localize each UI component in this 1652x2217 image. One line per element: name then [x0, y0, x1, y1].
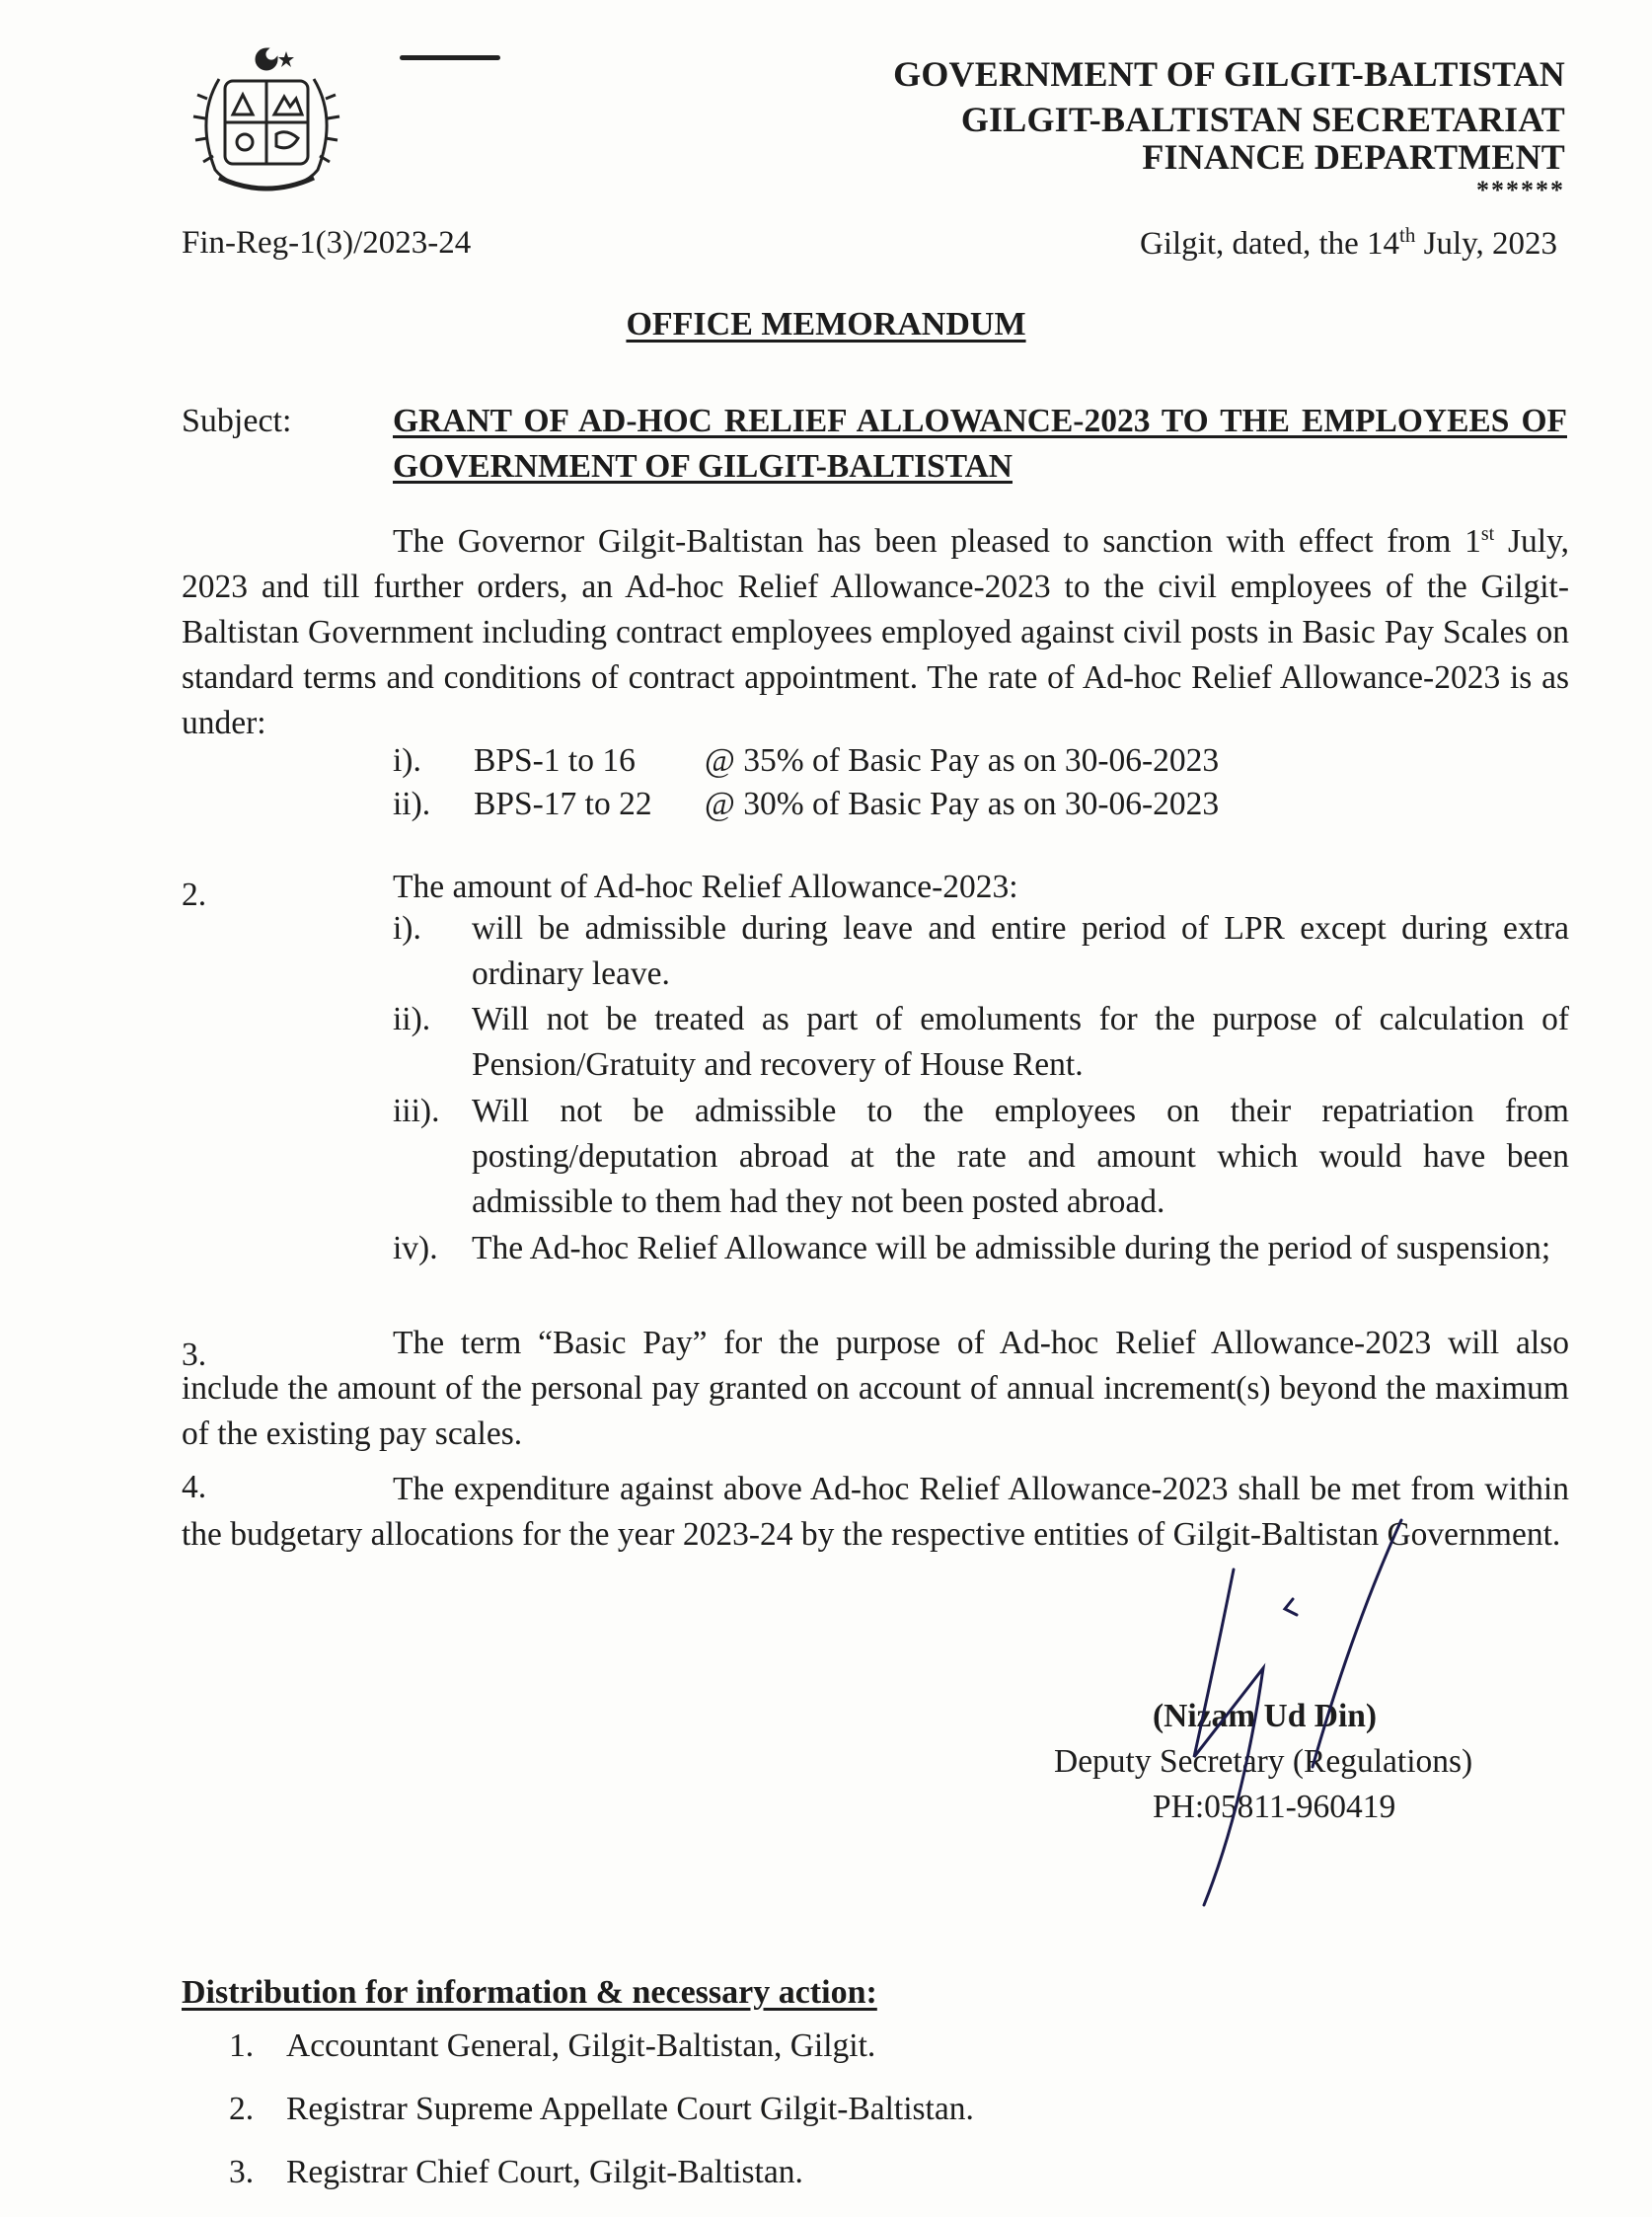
signatory-designation: Deputy Secretary (Regulations)	[1054, 1743, 1473, 1780]
distribution-item: 2. Registrar Supreme Appellate Court Gilgit-Baltistan.	[229, 2091, 974, 2127]
header-department: FINANCE DEPARTMENT	[1142, 137, 1565, 177]
date-line: Gilgit, dated, the 14th July, 2023	[1139, 223, 1557, 262]
paragraph-1: The Governor Gilgit-Baltistan has been pleased to sanction with effect from 1st July, 2023 and till further orders, an Ad-hoc Relief Allowance-2023 to the civil employees of the Gilgit-Baltistan Government including contract employees employed against civil posts in Basic Pay Scales on standard terms and conditions of contract appointment. The rate of Ad-hoc Relief Allowance-2023 is as under:	[182, 523, 1569, 742]
header-government: GOVERNMENT OF GILGIT-BALTISTAN	[893, 54, 1565, 94]
signatory-name: (Nizam Ud Din)	[1153, 1698, 1378, 1734]
distribution-list	[229, 2027, 974, 2217]
government-emblem-icon	[180, 39, 353, 197]
subject-label: Subject:	[182, 403, 292, 439]
subject-text: GRANT OF AD-HOC RELIEF ALLOWANCE-2023 TO THE EMPLOYEES OF GOVERNMENT OF GILGIT-BALTISTAN	[393, 403, 1567, 485]
condition-item: iii). Will not be admissible to the employees on their repatriation from posting/deputation abroad at the rate and amount which would have been admissible to them had they not been posted abroad.	[393, 1093, 1569, 1220]
condition-item: ii). Will not be treated as part of emoluments for the purpose of calculation of Pension/Gratuity and recovery of House Rent.	[393, 1001, 1569, 1083]
condition-item: iv). The Ad-hoc Relief Allowance will be admissible during the period of suspension;	[393, 1230, 1551, 1266]
paragraph-2-intro: The amount of Ad-hoc Relief Allowance-2023:	[393, 869, 1018, 905]
memo-title: OFFICE MEMORANDUM	[626, 306, 1026, 343]
distribution-item: 1. Accountant General, Gilgit-Baltistan, Gilgit.	[229, 2027, 876, 2064]
header-secretariat: GILGIT-BALTISTAN SECRETARIAT	[960, 100, 1565, 139]
paragraph-4-number: 4.	[182, 1469, 207, 1505]
paragraph-4: The expenditure against above Ad-hoc Relief Allowance-2023 shall be met from within the budgetary allocations for the year 2023-24 by the respective entities of Gilgit-Baltistan Government.	[182, 1471, 1569, 1553]
paragraph-3-number: 3.	[182, 1337, 207, 1373]
distribution-title: Distribution for information & necessary action:	[182, 1974, 877, 2011]
reference-number: Fin-Reg-1(3)/2023-24	[182, 225, 472, 261]
memorandum-page: GOVERNMENT OF GILGIT-BALTISTAN GILGIT-BALTISTAN SECRETARIAT FINANCE DEPARTMENT ****** Fin-Reg-1(3)/2023-24 Gilgit, dated, the 14th July, 2023 OFFICE MEMORANDUM Subject: GRANT OF AD-HOC RELIEF ALLOWANCE-2023 TO THE EMPLOYEES OF GOVERNMENT OF GILGIT-BALTISTAN The Governor Gilgit-Baltistan has been pleased to sanction with effect from 1st July, 2023 and till further orders, an Ad-hoc Relief Allowance-2023 to the civil employees of the Gilgit-Baltistan Government including contract employees employed against civil posts in Basic Pay Scales on standard terms and conditions of contract appointment. The rate of Ad-hoc Relief Allowance-2023 is as under: i). BPS-1 to 16 @ 35% of Basic Pay as on 30-06-2023 ii). BPS-17 to 22 @ 30% of Basic Pay as on 30-06-2023 2. The amount of Ad-hoc Relief Allowance-2023: i). will be admissible during leave and entire period of LPR except during extra ordinary leave. ii). Will not be treated as part of emoluments for the purpose of calculation of Pension/Gratuity and recovery of House Rent. iii). Will not be admissible to the employees on their repatriation from posting/deputation abroad at the rate and amount which would have been admissible to them had they not been posted abroad. iv). The Ad-hoc Relief Allowance will be admissible during the period of suspension; 3. The term “Basic Pay” for the purpose of Ad-hoc Relief Allowance-2023 will also include the amount of the personal pay granted on account of annual increment(s) beyond the maximum of the existing pay scales. 4. The expenditure against above Ad-hoc Relief Allowance-2023 shall be met from within the budgetary allocations for the year 2023-24 by the respective entities of Gilgit-Baltistan Government. (Nizam Ud Din) Deputy Secretary (Regulations) PH:05811-960419 Distribution for information & necessary action: 1. Accountant General, Gilgit-Baltistan, Gilgit. 2. Registrar Supreme Appellate Court Gilgit-Baltistan. 3. Registrar Chief Court, Gilgit-Baltistan.	[0, 0, 1652, 2211]
paragraph-3: The term “Basic Pay” for the purpose of Ad-hoc Relief Allowance-2023 will also include the amount of the personal pay granted on account of annual increment(s) beyond the maximum of the existing pay scales.	[182, 1325, 1569, 1452]
header-stars: ******	[1476, 176, 1565, 204]
signatory-phone: PH:05811-960419	[1153, 1789, 1396, 1825]
header-rule	[400, 55, 500, 60]
distribution-item: 3. Registrar Chief Court, Gilgit-Baltistan.	[229, 2154, 803, 2190]
condition-item: i). will be admissible during leave and entire period of LPR except during extra ordinary leave.	[393, 910, 1569, 992]
handwritten-signature	[1125, 1510, 1461, 1925]
paragraph-2-number: 2.	[182, 877, 207, 913]
